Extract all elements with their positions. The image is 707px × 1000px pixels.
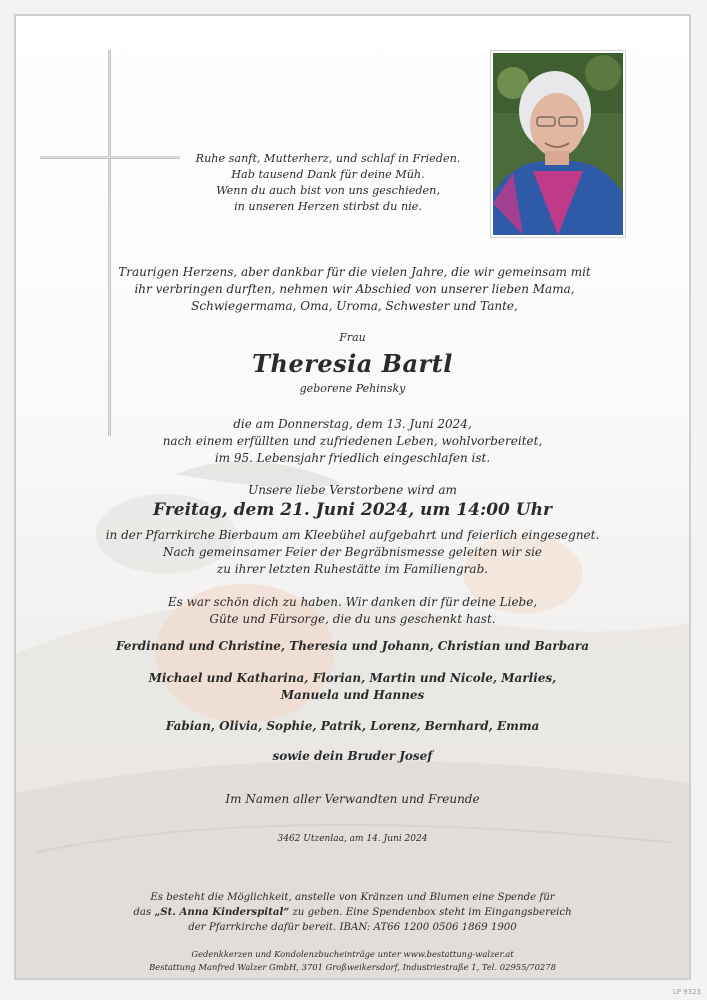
family-great-grandchildren: Fabian, Olivia, Sophie, Patrik, Lorenz, Bernhard, Emma <box>165 719 540 733</box>
deceased-name: Theresia Bartl <box>252 349 453 378</box>
donation-pre: das <box>133 907 155 918</box>
family-children: Ferdinand und Christine, Theresia und Johann, Christian und Barbara <box>115 639 590 653</box>
donation-line: der Pfarrkirche dafür bereit. IBAN: AT66 1200 0506 1869 1900 <box>188 922 517 933</box>
poem-line: in unseren Herzen stirbst du nie. <box>234 200 422 213</box>
church-line: Nach gemeinsamer Feier der Begräbnismesse geleiten wir sie <box>162 545 543 559</box>
thanks-line: Güte und Fürsorge, die du uns geschenkt hast. <box>209 612 496 626</box>
funeral-home-footer <box>16 948 689 974</box>
cross-horizontal <box>40 156 180 159</box>
charity-name: „St. Anna Kinderspital“ <box>154 906 290 918</box>
poem-line: Ruhe sanft, Mutterherz, und schlaf in Frieden. <box>195 152 461 165</box>
poem-line: Hab tausend Dank für deine Müh. <box>231 168 425 181</box>
thanks-line: Es war schön dich zu haben. Wir danken dir für deine Liebe, <box>167 595 538 609</box>
footer-line: Gedenkkerzen und Kondolenzbucheinträge unter www.bestattung-walzer.at <box>191 949 514 959</box>
death-line: im 95. Lebensjahr friedlich eingeschlafen ist. <box>214 451 491 465</box>
death-text <box>16 416 689 467</box>
church-text <box>16 527 689 578</box>
obituary-card <box>14 14 691 980</box>
family-line: Michael und Katharina, Florian, Martin und Nicole, Marlies, <box>148 671 557 685</box>
portrait-photo <box>490 50 626 238</box>
intro-line: Schwiegermama, Oma, Uroma, Schwester und Tante, <box>191 299 518 313</box>
death-line: die am Donnerstag, dem 13. Juni 2024, <box>233 417 472 431</box>
place-date: 3462 Utzenlaa, am 14. Juni 2024 <box>277 834 428 844</box>
intro-line: ihr verbringen durften, nehmen wir Abschied von unserer lieben Mama, <box>134 282 575 296</box>
donation-post: zu geben. Eine Spendenbox steht im Eingangsbereich <box>289 907 572 918</box>
burial-date: Freitag, dem 21. Juni 2024, um 14:00 Uhr <box>153 500 552 520</box>
intro-line: Traurigen Herzens, aber dankbar für die vielen Jahre, die wir gemeinsam mit <box>118 265 591 279</box>
church-line: zu ihrer letzten Ruhestätte im Familiengrab. <box>216 562 489 576</box>
footer-line: Bestattung Manfred Walzer GmbH, 3701 Großweikersdorf, Industriestraße 1, Tel. 02955/70278 <box>149 962 556 972</box>
burial-intro: Unsere liebe Verstorbene wird am <box>248 483 457 497</box>
donation-note <box>16 890 689 935</box>
family-line: Manuela und Hannes <box>280 688 425 702</box>
cross-vertical <box>108 50 111 436</box>
family-brother: sowie dein Bruder Josef <box>272 749 433 763</box>
poem <box>178 151 478 215</box>
death-line: nach einem erfüllten und zufriedenen Leben, wohlvorbereitet, <box>162 434 543 448</box>
title-frau: Frau <box>339 331 366 344</box>
birth-name: geborene Pehinsky <box>299 382 406 395</box>
donation-line: Es besteht die Möglichkeit, anstelle von Kränzen und Blumen eine Spende für <box>150 892 555 903</box>
church-line: in der Pfarrkirche Bierbaum am Kleebühel aufgebahrt und feierlich eingesegnet. <box>105 528 600 542</box>
all-relatives: Im Namen aller Verwandten und Freunde <box>225 792 480 806</box>
donation-line <box>16 905 689 920</box>
thanks-text <box>16 594 689 628</box>
poem-line: Wenn du auch bist von uns geschieden, <box>216 184 440 197</box>
document-code: LP 9323 <box>672 988 701 996</box>
family-grandchildren <box>16 670 689 704</box>
intro-text <box>16 264 691 315</box>
